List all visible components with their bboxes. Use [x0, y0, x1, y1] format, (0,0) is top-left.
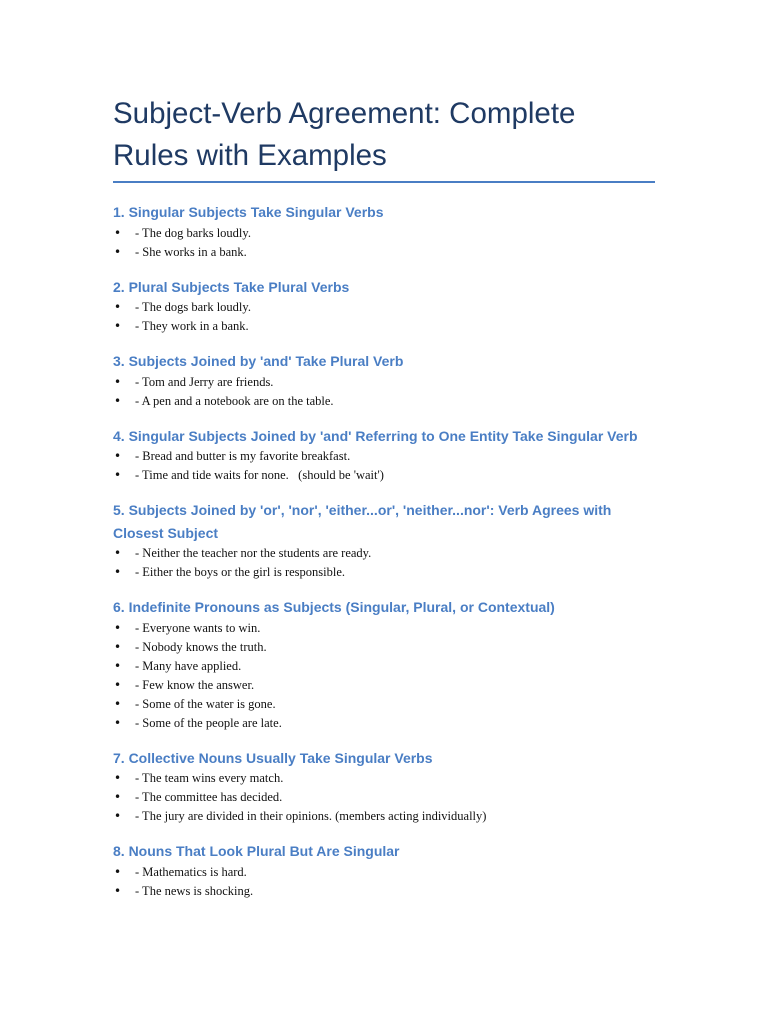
section-heading: 8. Nouns That Look Plural But Are Singular [113, 843, 400, 859]
section-7 [113, 747, 655, 827]
list-item [113, 466, 655, 485]
section-heading: 7. Collective Nouns Usually Take Singular Verbs [113, 749, 433, 766]
list-item [113, 769, 655, 788]
list-item [113, 619, 655, 638]
list-item [113, 863, 655, 882]
list-item [113, 243, 655, 262]
section-1 [113, 201, 655, 262]
list-item [113, 317, 655, 336]
document-title-line-1: Subject-Verb Agreement: Complete [113, 97, 576, 130]
example-text: - Few know the answer. [135, 677, 255, 692]
bullet-icon: • [114, 677, 122, 692]
example-text: - Tom and Jerry are friends. [135, 374, 274, 389]
list-item [113, 676, 655, 695]
bullet-icon: • [114, 225, 122, 240]
list-item [113, 638, 655, 657]
list-item [113, 373, 655, 392]
list-item [113, 788, 655, 807]
list-item [113, 714, 655, 733]
example-list [113, 544, 655, 582]
bullet-icon: • [114, 449, 122, 463]
document-title-line-2: Rules with Examples [113, 139, 387, 172]
list-item [113, 563, 655, 582]
list-item [113, 392, 655, 411]
example-text: - Mathematics is hard. [135, 864, 247, 879]
example-text: - They work in a bank. [135, 319, 249, 333]
document-title [113, 93, 655, 183]
example-text: - The jury are divided in their opinions. (members acting individually) [135, 809, 487, 823]
section-heading: 4. Singular Subjects Joined by 'and' Referring to One Entity Take Singular Verb [113, 427, 638, 444]
document-page [113, 93, 655, 901]
example-text: - Nobody knows the truth. [135, 639, 267, 654]
bullet-icon: • [114, 546, 122, 560]
section-2 [113, 276, 655, 337]
section-heading: 1. Singular Subjects Take Singular Verbs [113, 204, 384, 220]
bullet-icon: • [114, 374, 122, 389]
list-item [113, 807, 655, 826]
example-list [113, 373, 655, 411]
list-item [113, 657, 655, 676]
section-heading: 2. Plural Subjects Take Plural Verbs [113, 278, 350, 295]
bullet-icon: • [114, 639, 122, 654]
list-item [113, 695, 655, 714]
example-text: - A pen and a notebook are on the table. [135, 393, 334, 408]
example-text: - Bread and butter is my favorite breakfast. [135, 449, 351, 463]
example-text: - Time and tide waits for none. (should be 'wait') [135, 468, 384, 482]
example-text: - Many have applied. [135, 658, 242, 673]
bullet-icon: • [114, 771, 122, 785]
bullet-icon: • [114, 393, 122, 408]
bullet-icon: • [114, 864, 122, 879]
section-heading [113, 499, 655, 544]
list-item [113, 447, 655, 466]
list-item [113, 882, 655, 901]
section-heading: 6. Indefinite Pronouns as Subjects (Singular, Plural, or Contextual) [113, 599, 555, 615]
bullet-icon: • [114, 244, 122, 259]
example-text: - Some of the water is gone. [135, 696, 276, 711]
example-list [113, 863, 655, 901]
list-item [113, 298, 655, 317]
example-list [113, 447, 655, 485]
example-list [113, 298, 655, 336]
bullet-icon: • [114, 696, 122, 711]
example-text: - The news is shocking. [135, 883, 254, 898]
section-6 [113, 596, 655, 733]
bullet-icon: • [114, 620, 122, 635]
section-heading: 3. Subjects Joined by 'and' Take Plural Verb [113, 353, 404, 369]
bullet-icon: • [114, 883, 122, 898]
bullet-icon: • [114, 468, 122, 482]
section-4 [113, 425, 655, 486]
bullet-icon: • [114, 715, 122, 730]
list-item [113, 544, 655, 563]
example-text: - Neither the teacher nor the students are ready. [135, 546, 372, 560]
bullet-icon: • [114, 319, 122, 333]
example-text: - Either the boys or the girl is responsible. [135, 565, 346, 579]
section-heading-line-1: 5. Subjects Joined by 'or', 'nor', 'either...or', 'neither...nor': Verb Agrees with [113, 502, 612, 518]
section-3 [113, 350, 655, 411]
example-text: - Everyone wants to win. [135, 620, 261, 635]
bullet-icon: • [114, 565, 122, 579]
section-5 [113, 499, 655, 582]
bullet-icon: • [114, 658, 122, 673]
section-heading-line-2: Closest Subject [113, 524, 219, 541]
example-text: - The dogs bark loudly. [135, 300, 251, 314]
example-text: - Some of the people are late. [135, 715, 282, 730]
example-list [113, 224, 655, 262]
example-text: - The committee has decided. [135, 790, 283, 804]
section-8 [113, 840, 655, 901]
list-item [113, 224, 655, 243]
bullet-icon: • [114, 809, 122, 823]
example-list [113, 619, 655, 733]
example-text: - The dog barks loudly. [135, 225, 251, 240]
example-text: - She works in a bank. [135, 244, 247, 259]
bullet-icon: • [114, 300, 122, 314]
example-list [113, 769, 655, 826]
bullet-icon: • [114, 790, 122, 804]
example-text: - The team wins every match. [135, 771, 284, 785]
